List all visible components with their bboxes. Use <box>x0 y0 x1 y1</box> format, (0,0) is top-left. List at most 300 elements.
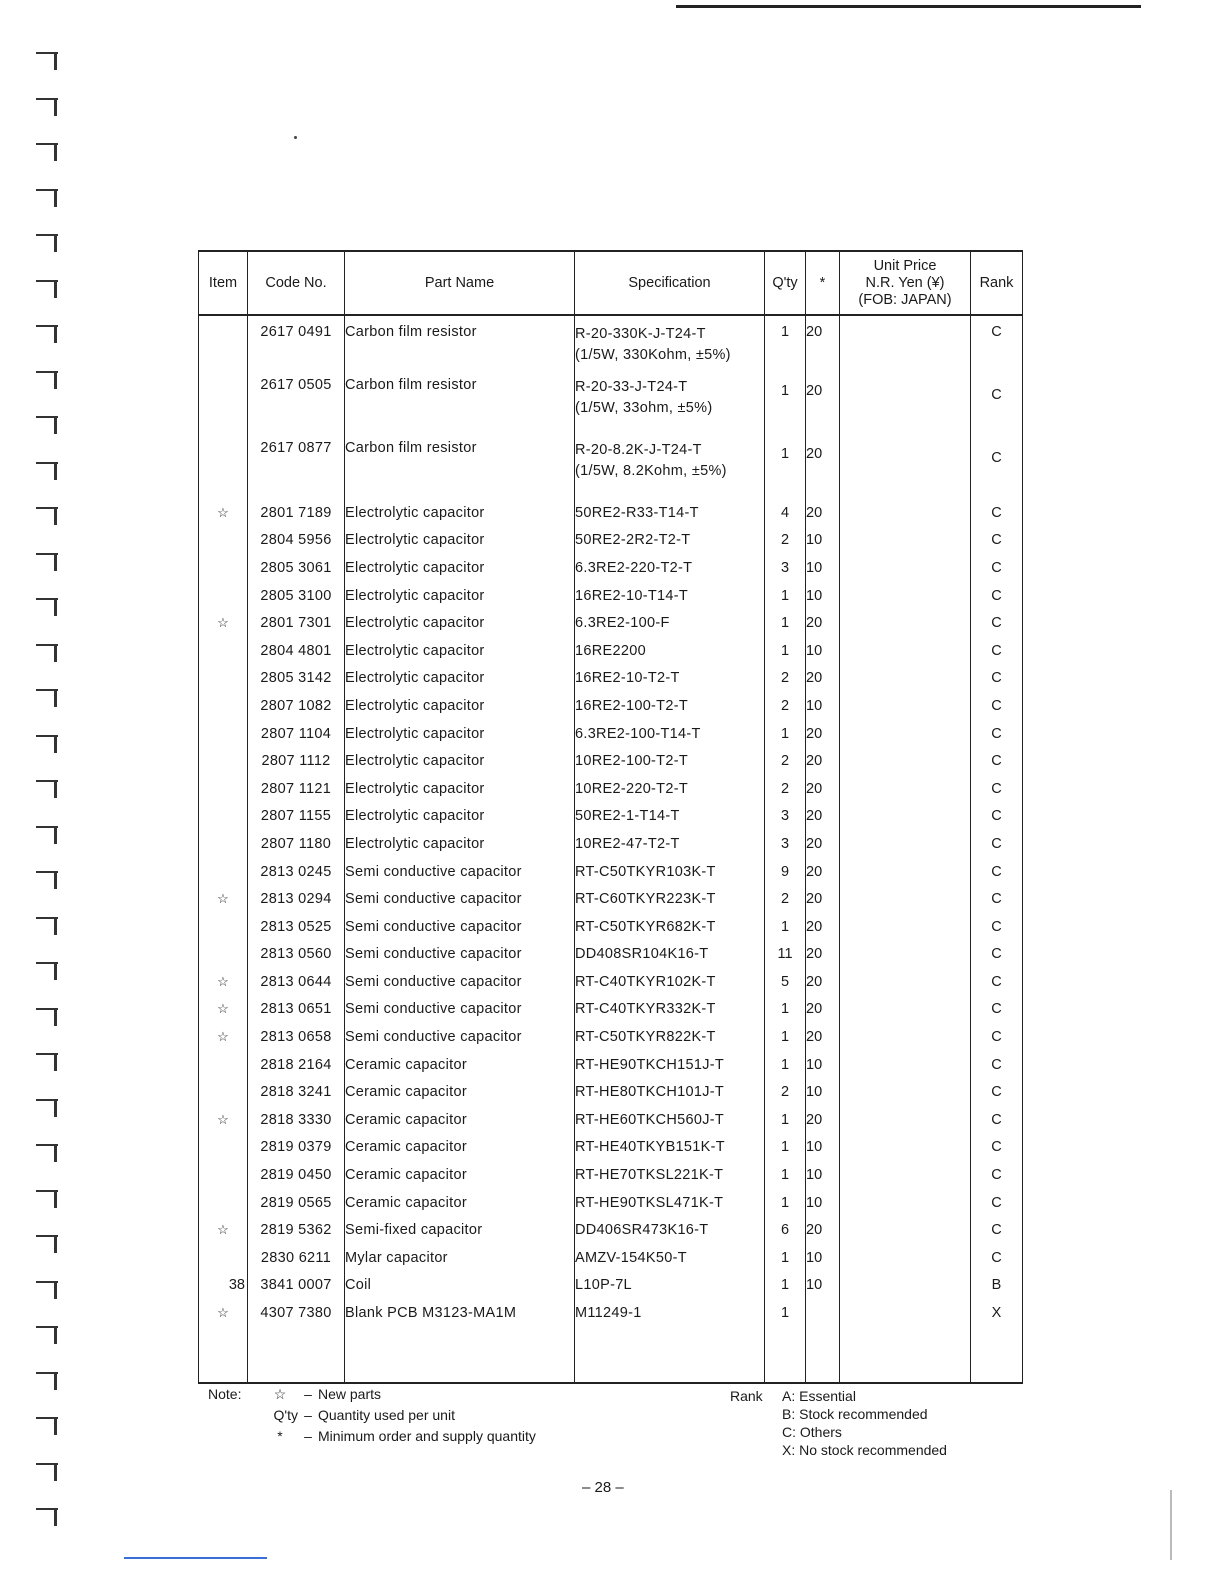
name-cell: Semi conductive capacitor <box>345 1023 575 1051</box>
item-cell <box>199 527 248 555</box>
note-dash: – <box>304 1407 312 1423</box>
unit-price-cell <box>840 637 971 665</box>
rank-cell: C <box>971 747 1023 775</box>
code-cell: 2807 1082 <box>248 692 345 720</box>
spec-cell <box>575 885 765 913</box>
rank-cell: C <box>971 913 1023 941</box>
bottom-rule <box>124 1557 267 1559</box>
rank-cell: C <box>971 582 1023 610</box>
header-qty: Q'ty <box>765 251 806 315</box>
name-cell: Electrolytic capacitor <box>345 830 575 858</box>
spec-cell <box>575 315 765 373</box>
table-row <box>199 436 1023 499</box>
code-cell: 2813 0525 <box>248 913 345 941</box>
item-cell <box>199 1244 248 1272</box>
unit-price-cell <box>840 858 971 886</box>
binding-mark <box>32 913 68 935</box>
note-dash: – <box>304 1386 312 1402</box>
rank-cell: C <box>971 1134 1023 1162</box>
item-cell: ☆ <box>199 968 248 996</box>
unit-price-cell <box>840 609 971 637</box>
spec-cell <box>575 1299 765 1327</box>
rank-cell: C <box>971 1023 1023 1051</box>
code-cell: 2804 5956 <box>248 527 345 555</box>
empty-cell <box>248 1327 345 1383</box>
item-cell: ☆ <box>199 609 248 637</box>
item-cell <box>199 747 248 775</box>
code-cell: 2805 3061 <box>248 554 345 582</box>
table-row <box>199 665 1023 693</box>
spec-text: 16RE2-10-T2-T <box>575 670 680 687</box>
code-cell: 2807 1155 <box>248 803 345 831</box>
rank-cell: C <box>971 775 1023 803</box>
table-row <box>199 315 1023 373</box>
binding-mark <box>32 594 68 616</box>
code-cell: 2813 0644 <box>248 968 345 996</box>
code-cell: 4307 7380 <box>248 1299 345 1327</box>
rank-cell: C <box>971 941 1023 969</box>
binding-mark <box>32 185 68 207</box>
unit-price-cell <box>840 1051 971 1079</box>
spec-text: L10P-7L <box>575 1277 632 1294</box>
unit-price-cell <box>840 1189 971 1217</box>
spec-cell <box>575 996 765 1024</box>
note-new-text: New parts <box>318 1386 382 1402</box>
rank-legend-label: Rank <box>730 1388 763 1404</box>
min-cell: 20 <box>806 1023 840 1051</box>
unit-price-cell <box>840 775 971 803</box>
spec-cell <box>575 941 765 969</box>
qty-cell: 1 <box>765 1051 806 1079</box>
spec-text: R-20-8.2K-J-T24-T <box>575 442 702 458</box>
item-cell <box>199 637 248 665</box>
spec-text: RT-HE70TKSL221K-T <box>575 1167 724 1184</box>
name-cell: Ceramic capacitor <box>345 1161 575 1189</box>
spec-cell <box>575 747 765 775</box>
item-cell <box>199 373 248 436</box>
table-row <box>199 941 1023 969</box>
binding-holes <box>32 40 72 1570</box>
spec-text: 16RE2200 <box>575 642 646 659</box>
header-unit-price-line1: Unit Price <box>873 257 937 274</box>
binding-mark <box>32 776 68 798</box>
empty-cell <box>199 1327 248 1383</box>
code-cell: 2813 0651 <box>248 996 345 1024</box>
qty-cell: 3 <box>765 554 806 582</box>
rank-legend <box>730 1387 947 1459</box>
code-cell: 2807 1121 <box>248 775 345 803</box>
unit-price-cell <box>840 315 971 373</box>
spec-text: RT-C50TKYR103K-T <box>575 863 716 880</box>
item-cell <box>199 913 248 941</box>
min-cell: 20 <box>806 858 840 886</box>
header-code: Code No. <box>248 251 345 315</box>
spec-text: DD406SR473K16-T <box>575 1222 709 1239</box>
code-cell: 2813 0245 <box>248 858 345 886</box>
table-row <box>199 858 1023 886</box>
binding-mark <box>32 731 68 753</box>
qty-cell: 3 <box>765 830 806 858</box>
spec-text: AMZV-154K50-T <box>575 1249 687 1266</box>
code-cell: 2807 1104 <box>248 720 345 748</box>
spec-text: RT-C40TKYR102K-T <box>575 973 716 990</box>
item-cell <box>199 1078 248 1106</box>
rank-cell: C <box>971 609 1023 637</box>
unit-price-cell <box>840 1106 971 1134</box>
note-label: Note: <box>208 1386 242 1402</box>
item-cell <box>199 692 248 720</box>
qty-cell: 1 <box>765 1161 806 1189</box>
rank-cell: C <box>971 527 1023 555</box>
name-cell: Mylar capacitor <box>345 1244 575 1272</box>
qty-cell: 2 <box>765 1078 806 1106</box>
spec-text: 6.3RE2-100-F <box>575 615 670 632</box>
rank-a: A: Essential <box>782 1388 856 1404</box>
rank-cell: C <box>971 373 1023 436</box>
item-cell <box>199 436 248 499</box>
name-cell: Coil <box>345 1272 575 1300</box>
qty-cell: 6 <box>765 1216 806 1244</box>
code-cell: 2805 3142 <box>248 665 345 693</box>
spec-text: 50RE2-1-T14-T <box>575 808 680 825</box>
spec-cell <box>575 1216 765 1244</box>
table-row <box>199 968 1023 996</box>
code-cell: 2801 7301 <box>248 609 345 637</box>
table-row <box>199 582 1023 610</box>
binding-mark <box>32 276 68 298</box>
spec-text: 10RE2-47-T2-T <box>575 835 680 852</box>
min-cell: 20 <box>806 885 840 913</box>
rank-cell: C <box>971 1078 1023 1106</box>
spec-detail: (1/5W, 330Kohm, ±5%) <box>575 347 731 363</box>
qty-cell: 1 <box>765 373 806 436</box>
empty-cell <box>840 1327 971 1383</box>
unit-price-cell <box>840 373 971 436</box>
rank-cell: C <box>971 554 1023 582</box>
header-specification: Specification <box>575 251 765 315</box>
spec-text: RT-HE90TKCH151J-T <box>575 1056 725 1073</box>
spec-cell <box>575 1106 765 1134</box>
min-cell: 20 <box>806 1216 840 1244</box>
table-row <box>199 609 1023 637</box>
spec-text: R-20-33-J-T24-T <box>575 379 688 395</box>
spec-cell <box>575 968 765 996</box>
code-cell: 2805 3100 <box>248 582 345 610</box>
rank-cell: C <box>971 996 1023 1024</box>
spec-detail: (1/5W, 33ohm, ±5%) <box>575 400 713 416</box>
unit-price-cell <box>840 968 971 996</box>
unit-price-cell <box>840 1272 971 1300</box>
qty-cell: 1 <box>765 1134 806 1162</box>
item-cell: 38 <box>199 1272 248 1300</box>
code-cell: 2813 0658 <box>248 1023 345 1051</box>
binding-mark <box>32 1095 68 1117</box>
rank-cell: C <box>971 1244 1023 1272</box>
spec-text: RT-HE80TKCH101J-T <box>575 1084 725 1101</box>
name-cell: Semi conductive capacitor <box>345 941 575 969</box>
rank-cell: C <box>971 1051 1023 1079</box>
spec-cell <box>575 609 765 637</box>
binding-mark <box>32 1368 68 1390</box>
table-row <box>199 913 1023 941</box>
name-cell: Electrolytic capacitor <box>345 720 575 748</box>
min-cell: 20 <box>806 775 840 803</box>
item-cell <box>199 554 248 582</box>
unit-price-cell <box>840 885 971 913</box>
name-cell: Ceramic capacitor <box>345 1078 575 1106</box>
min-cell: 20 <box>806 996 840 1024</box>
spec-text: 16RE2-100-T2-T <box>575 697 688 714</box>
rank-cell: C <box>971 436 1023 499</box>
name-cell: Electrolytic capacitor <box>345 554 575 582</box>
min-cell: 10 <box>806 582 840 610</box>
binding-mark <box>32 1004 68 1026</box>
min-cell: 10 <box>806 637 840 665</box>
header-unit-price-line2: N.R. Yen (¥) <box>865 274 945 291</box>
binding-mark <box>32 139 68 161</box>
unit-price-cell <box>840 830 971 858</box>
binding-mark <box>32 458 68 480</box>
code-cell: 2813 0560 <box>248 941 345 969</box>
qty-cell: 3 <box>765 803 806 831</box>
binding-mark <box>32 958 68 980</box>
qty-cell: 1 <box>765 1244 806 1272</box>
spec-cell <box>575 803 765 831</box>
spec-cell <box>575 1078 765 1106</box>
min-cell: 10 <box>806 554 840 582</box>
name-cell: Electrolytic capacitor <box>345 609 575 637</box>
rank-cell: C <box>971 1189 1023 1217</box>
item-cell: ☆ <box>199 885 248 913</box>
code-cell: 2819 0379 <box>248 1134 345 1162</box>
empty-cell <box>575 1327 765 1383</box>
qty-cell: 1 <box>765 720 806 748</box>
item-cell <box>199 1134 248 1162</box>
name-cell: Ceramic capacitor <box>345 1106 575 1134</box>
note-new-symbol: ☆ <box>273 1386 287 1402</box>
spec-cell <box>575 527 765 555</box>
min-cell: 10 <box>806 1244 840 1272</box>
table-row <box>199 1299 1023 1327</box>
item-cell <box>199 1051 248 1079</box>
code-cell: 2819 0450 <box>248 1161 345 1189</box>
unit-price-cell <box>840 692 971 720</box>
rank-cell: C <box>971 1161 1023 1189</box>
spec-text: R-20-330K-J-T24-T <box>575 326 706 342</box>
min-cell: 20 <box>806 315 840 373</box>
item-cell <box>199 803 248 831</box>
name-cell: Electrolytic capacitor <box>345 582 575 610</box>
qty-cell: 2 <box>765 527 806 555</box>
name-cell: Electrolytic capacitor <box>345 775 575 803</box>
code-cell: 2830 6211 <box>248 1244 345 1272</box>
spec-cell <box>575 775 765 803</box>
code-cell: 2818 3241 <box>248 1078 345 1106</box>
header-item: Item <box>199 251 248 315</box>
code-cell: 2617 0491 <box>248 315 345 373</box>
spec-cell <box>575 692 765 720</box>
spec-cell <box>575 499 765 527</box>
table-row <box>199 1272 1023 1300</box>
qty-cell: 1 <box>765 1189 806 1217</box>
qty-cell: 1 <box>765 996 806 1024</box>
spec-text: 16RE2-10-T14-T <box>575 587 688 604</box>
binding-mark <box>32 867 68 889</box>
header-unit-price-line3: (FOB: JAPAN) <box>858 291 952 308</box>
code-cell: 2813 0294 <box>248 885 345 913</box>
qty-cell: 1 <box>765 609 806 637</box>
empty-cell <box>765 1327 806 1383</box>
item-cell: ☆ <box>199 499 248 527</box>
item-cell <box>199 830 248 858</box>
table-row <box>199 885 1023 913</box>
qty-cell: 1 <box>765 1106 806 1134</box>
spec-cell <box>575 1189 765 1217</box>
item-cell <box>199 858 248 886</box>
item-cell <box>199 775 248 803</box>
code-cell: 2818 2164 <box>248 1051 345 1079</box>
binding-mark <box>32 412 68 434</box>
unit-price-cell <box>840 1161 971 1189</box>
spec-text: M11249-1 <box>575 1305 642 1322</box>
rank-cell: C <box>971 637 1023 665</box>
table-row <box>199 747 1023 775</box>
code-cell: 2819 5362 <box>248 1216 345 1244</box>
note-dash: – <box>304 1428 312 1444</box>
binding-mark <box>32 1277 68 1299</box>
binding-mark <box>32 48 68 70</box>
qty-cell: 1 <box>765 1023 806 1051</box>
min-cell: 10 <box>806 527 840 555</box>
spec-text: DD408SR104K16-T <box>575 946 709 963</box>
header-unit-price <box>840 251 971 315</box>
spec-cell <box>575 913 765 941</box>
spec-detail: (1/5W, 8.2Kohm, ±5%) <box>575 463 727 479</box>
unit-price-cell <box>840 1299 971 1327</box>
min-cell: 10 <box>806 1134 840 1162</box>
code-cell: 2804 4801 <box>248 637 345 665</box>
qty-cell: 1 <box>765 637 806 665</box>
name-cell: Ceramic capacitor <box>345 1189 575 1217</box>
code-cell: 2807 1112 <box>248 747 345 775</box>
unit-price-cell <box>840 747 971 775</box>
min-cell: 20 <box>806 373 840 436</box>
qty-cell: 2 <box>765 747 806 775</box>
min-cell: 10 <box>806 692 840 720</box>
min-cell: 10 <box>806 1051 840 1079</box>
notes-legend <box>208 1384 536 1447</box>
name-cell: Semi conductive capacitor <box>345 858 575 886</box>
spec-cell <box>575 373 765 436</box>
spec-cell <box>575 1272 765 1300</box>
table-row <box>199 637 1023 665</box>
unit-price-cell <box>840 996 971 1024</box>
table-row <box>199 803 1023 831</box>
code-cell: 2818 3330 <box>248 1106 345 1134</box>
spec-cell <box>575 637 765 665</box>
binding-mark <box>32 1049 68 1071</box>
header-part-name: Part Name <box>345 251 575 315</box>
spec-cell <box>575 1244 765 1272</box>
name-cell: Semi conductive capacitor <box>345 968 575 996</box>
rank-spacer <box>730 1405 782 1423</box>
min-cell: 10 <box>806 1272 840 1300</box>
table-row <box>199 996 1023 1024</box>
rank-cell: C <box>971 830 1023 858</box>
code-cell: 2819 0565 <box>248 1189 345 1217</box>
unit-price-cell <box>840 1078 971 1106</box>
min-cell: 20 <box>806 747 840 775</box>
min-cell: 10 <box>806 1078 840 1106</box>
name-cell: Semi conductive capacitor <box>345 996 575 1024</box>
rank-spacer <box>730 1441 782 1459</box>
qty-cell: 1 <box>765 913 806 941</box>
page-number: – 28 – <box>582 1479 624 1496</box>
table-row <box>199 527 1023 555</box>
table-row <box>199 830 1023 858</box>
item-cell: ☆ <box>199 1299 248 1327</box>
item-cell <box>199 1161 248 1189</box>
name-cell: Carbon film resistor <box>345 315 575 373</box>
empty-cell <box>806 1327 840 1383</box>
name-cell: Electrolytic capacitor <box>345 499 575 527</box>
note-min-text: Minimum order and supply quantity <box>318 1428 536 1444</box>
name-cell: Electrolytic capacitor <box>345 637 575 665</box>
unit-price-cell <box>840 582 971 610</box>
qty-cell: 2 <box>765 885 806 913</box>
spec-cell <box>575 1051 765 1079</box>
qty-cell: 4 <box>765 499 806 527</box>
unit-price-cell <box>840 913 971 941</box>
code-cell: 3841 0007 <box>248 1272 345 1300</box>
header-min-order: * <box>806 251 840 315</box>
rank-cell: C <box>971 692 1023 720</box>
qty-cell: 1 <box>765 1299 806 1327</box>
table-row <box>199 1216 1023 1244</box>
name-cell: Semi conductive capacitor <box>345 885 575 913</box>
qty-cell: 1 <box>765 436 806 499</box>
rank-cell: C <box>971 885 1023 913</box>
qty-cell: 1 <box>765 315 806 373</box>
note-spacer <box>208 1426 262 1447</box>
name-cell: Electrolytic capacitor <box>345 527 575 555</box>
binding-mark <box>32 640 68 662</box>
code-cell: 2617 0505 <box>248 373 345 436</box>
binding-mark <box>32 685 68 707</box>
spec-text: 10RE2-220-T2-T <box>575 780 688 797</box>
spec-cell <box>575 582 765 610</box>
note-qty-symbol: Q'ty <box>273 1407 298 1423</box>
table-row <box>199 1134 1023 1162</box>
unit-price-cell <box>840 1023 971 1051</box>
binding-mark <box>32 1413 68 1435</box>
table-row <box>199 499 1023 527</box>
note-qty-text: Quantity used per unit <box>318 1407 455 1423</box>
unit-price-cell <box>840 1216 971 1244</box>
item-cell: ☆ <box>199 1023 248 1051</box>
table-row <box>199 692 1023 720</box>
spec-text: 50RE2-R33-T14-T <box>575 504 699 521</box>
qty-cell: 2 <box>765 775 806 803</box>
min-cell: 20 <box>806 499 840 527</box>
unit-price-cell <box>840 665 971 693</box>
spec-text: RT-HE40TKYB151K-T <box>575 1139 725 1156</box>
rank-cell: C <box>971 803 1023 831</box>
item-cell <box>199 1189 248 1217</box>
qty-cell: 11 <box>765 941 806 969</box>
rank-cell: X <box>971 1299 1023 1327</box>
rank-spacer <box>730 1423 782 1441</box>
